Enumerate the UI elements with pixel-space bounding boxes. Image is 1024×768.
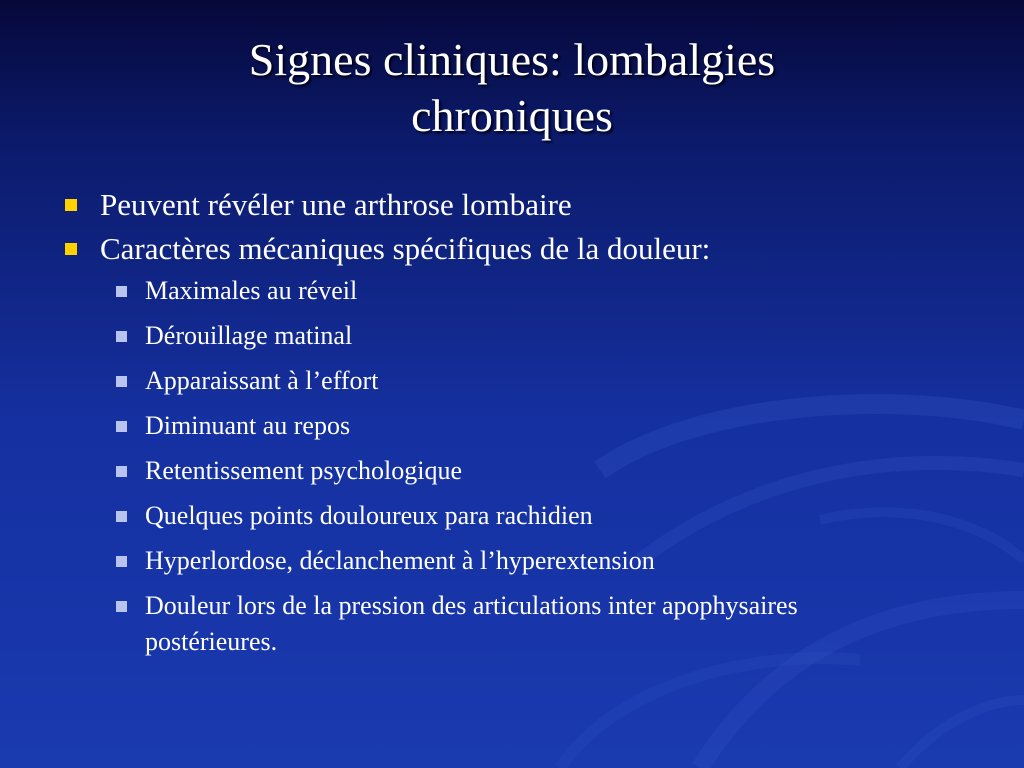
sub-bullet-text: Dérouillage matinal bbox=[145, 321, 353, 350]
sub-bullet-text: Retentissement psychologique bbox=[145, 456, 463, 485]
bullet-item-1 bbox=[62, 183, 982, 227]
sub-bullet-item bbox=[62, 453, 982, 489]
sub-bullet-item bbox=[62, 588, 982, 660]
sub-bullet-text: Maximales au réveil bbox=[145, 276, 358, 305]
square-sub-bullet-icon bbox=[116, 466, 127, 477]
sub-bullet-text: Apparaissant à l’effort bbox=[145, 366, 379, 395]
square-sub-bullet-icon bbox=[116, 286, 127, 297]
sub-bullet-item bbox=[62, 498, 982, 534]
sub-bullet-item bbox=[62, 543, 982, 579]
sub-bullet-item bbox=[62, 363, 982, 399]
square-sub-bullet-icon bbox=[116, 376, 127, 387]
slide-title-line-1: Signes cliniques: lombalgies bbox=[248, 34, 776, 85]
sub-bullet-text: Diminuant au repos bbox=[145, 411, 351, 440]
square-sub-bullet-icon bbox=[116, 556, 127, 567]
sub-bullet-text: Quelques points douloureux para rachidien bbox=[145, 501, 593, 530]
bullet-item-2 bbox=[62, 227, 982, 271]
slide-title-line-2: chroniques bbox=[411, 90, 613, 141]
square-sub-bullet-icon bbox=[116, 511, 127, 522]
slide-content bbox=[62, 183, 982, 669]
slide-title bbox=[0, 32, 1024, 144]
square-bullet-icon bbox=[65, 243, 77, 255]
sub-bullet-text: Douleur lors de la pression des articulations inter apophysaires postérieures. bbox=[145, 591, 798, 656]
square-sub-bullet-icon bbox=[116, 601, 127, 612]
sub-bullet-list bbox=[62, 273, 982, 660]
sub-bullet-item bbox=[62, 408, 982, 444]
sub-bullet-text: Hyperlordose, déclanchement à l’hyperextension bbox=[145, 546, 655, 575]
square-sub-bullet-icon bbox=[116, 421, 127, 432]
square-sub-bullet-icon bbox=[116, 331, 127, 342]
sub-bullet-item bbox=[62, 273, 982, 309]
bullet-item-2-text: Caractères mécaniques spécifiques de la douleur: bbox=[100, 231, 711, 266]
square-bullet-icon bbox=[65, 199, 77, 211]
bullet-item-1-text: Peuvent révéler une arthrose lombaire bbox=[100, 187, 572, 222]
sub-bullet-item bbox=[62, 318, 982, 354]
